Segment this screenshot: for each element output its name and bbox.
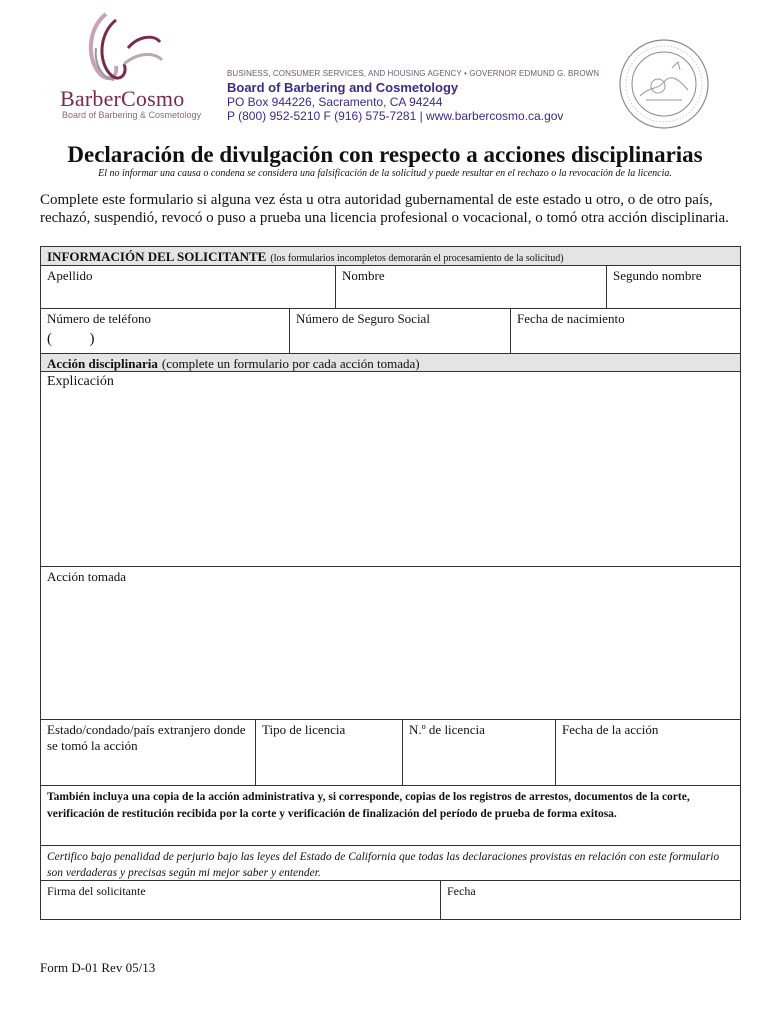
board-address: PO Box 944226, Sacramento, CA 94244 (227, 95, 443, 109)
contact-line: P (800) 952-5210 F (916) 575-7281 | www.barbercosmo.ca.gov (227, 109, 564, 123)
california-seal-icon (618, 38, 710, 130)
disciplinary-section-header (41, 354, 740, 372)
ssn-field[interactable] (290, 309, 511, 354)
agency-line: BUSINESS, CONSUMER SERVICES, AND HOUSING AGENCY • GOVERNOR EDMUND G. BROWN (227, 69, 600, 78)
document-title: Declaración de divulgación con respecto a acciones disciplinarias (67, 142, 703, 167)
applicant-section-note: (los formularios incompletos demorarán el procesamiento de la solicitud) (270, 253, 564, 264)
license-type-field[interactable] (256, 720, 403, 786)
location-field[interactable] (41, 720, 256, 786)
signature-date-label: Fecha (447, 884, 476, 898)
action-taken-field[interactable] (41, 567, 740, 720)
disclosure-form (40, 246, 741, 920)
dob-label: Fecha de nacimiento (517, 311, 625, 326)
explanation-label: Explicación (47, 374, 114, 389)
applicant-section-title: INFORMACIÓN DEL SOLICITANTE (47, 249, 267, 264)
certification-statement (41, 846, 740, 881)
attachments-note (41, 786, 740, 846)
phone-field[interactable] (41, 309, 290, 354)
disciplinary-section-note: (complete un formulario por cada acción tomada) (161, 356, 420, 371)
ssn-label: Número de Seguro Social (296, 311, 430, 326)
first-name-field[interactable] (336, 266, 607, 309)
logo-wordmark: BarberCosmo (60, 86, 185, 111)
phone-label: Número de teléfono (47, 311, 151, 326)
first-name-label: Nombre (342, 268, 385, 283)
board-name: Board of Barbering and Cosmetology (227, 80, 459, 95)
disciplinary-section-title: Acción disciplinaria (47, 356, 158, 371)
action-taken-label: Acción tomada (47, 569, 127, 584)
license-type-label: Tipo de licencia (262, 722, 346, 737)
action-date-field[interactable] (556, 720, 740, 786)
certification-text: Certifico bajo penalidad de perjurio bajo las leyes del Estado de California que todas las declaraciones provistas en relación con este formulario son verdaderas y precisas según mi mejor saber y entender. (47, 851, 720, 879)
phone-area-code: ( ) (47, 331, 95, 347)
license-number-field[interactable] (403, 720, 556, 786)
logo-subtitle: Board of Barbering & Cosmetology (62, 110, 202, 120)
action-date-label: Fecha de la acción (562, 722, 659, 737)
last-name-label: Apellido (47, 268, 93, 283)
signature-label: Firma del solicitante (47, 884, 146, 898)
last-name-field[interactable] (41, 266, 336, 309)
instructions-paragraph: Complete este formulario si alguna vez ésta u otra autoridad gubernamental de este estado u otro, o de otro país, rechazó, suspendió, revocó o puso a prueba una licencia profesional o vocacional, o tomó otra acción disciplinaria. (40, 192, 729, 226)
explanation-field[interactable] (41, 372, 740, 567)
signature-field[interactable] (41, 881, 441, 919)
middle-name-field[interactable] (607, 266, 740, 309)
document-warning: El no informar una causa o condena se considera una falsificación de la solicitud y puede resultar en el rechazo o la revocación de la licencia. (98, 168, 672, 179)
form-revision: Form D-01 Rev 05/13 (40, 960, 156, 975)
middle-name-label: Segundo nombre (613, 268, 702, 283)
signature-date-field[interactable] (441, 881, 740, 919)
applicant-section-header (41, 247, 740, 266)
license-number-label: N.º de licencia (409, 722, 485, 737)
dob-field[interactable] (511, 309, 740, 354)
location-label: Estado/condado/país extranjero donde se tomó la acción (47, 722, 246, 753)
attachments-note-text: También incluya una copia de la acción administrativa y, si corresponde, copias de los registros de arrestos, documentos de la corte, verificación de restitución recibida por la corte y verificación de finalización del período de prueba de forma exitosa. (47, 791, 690, 820)
